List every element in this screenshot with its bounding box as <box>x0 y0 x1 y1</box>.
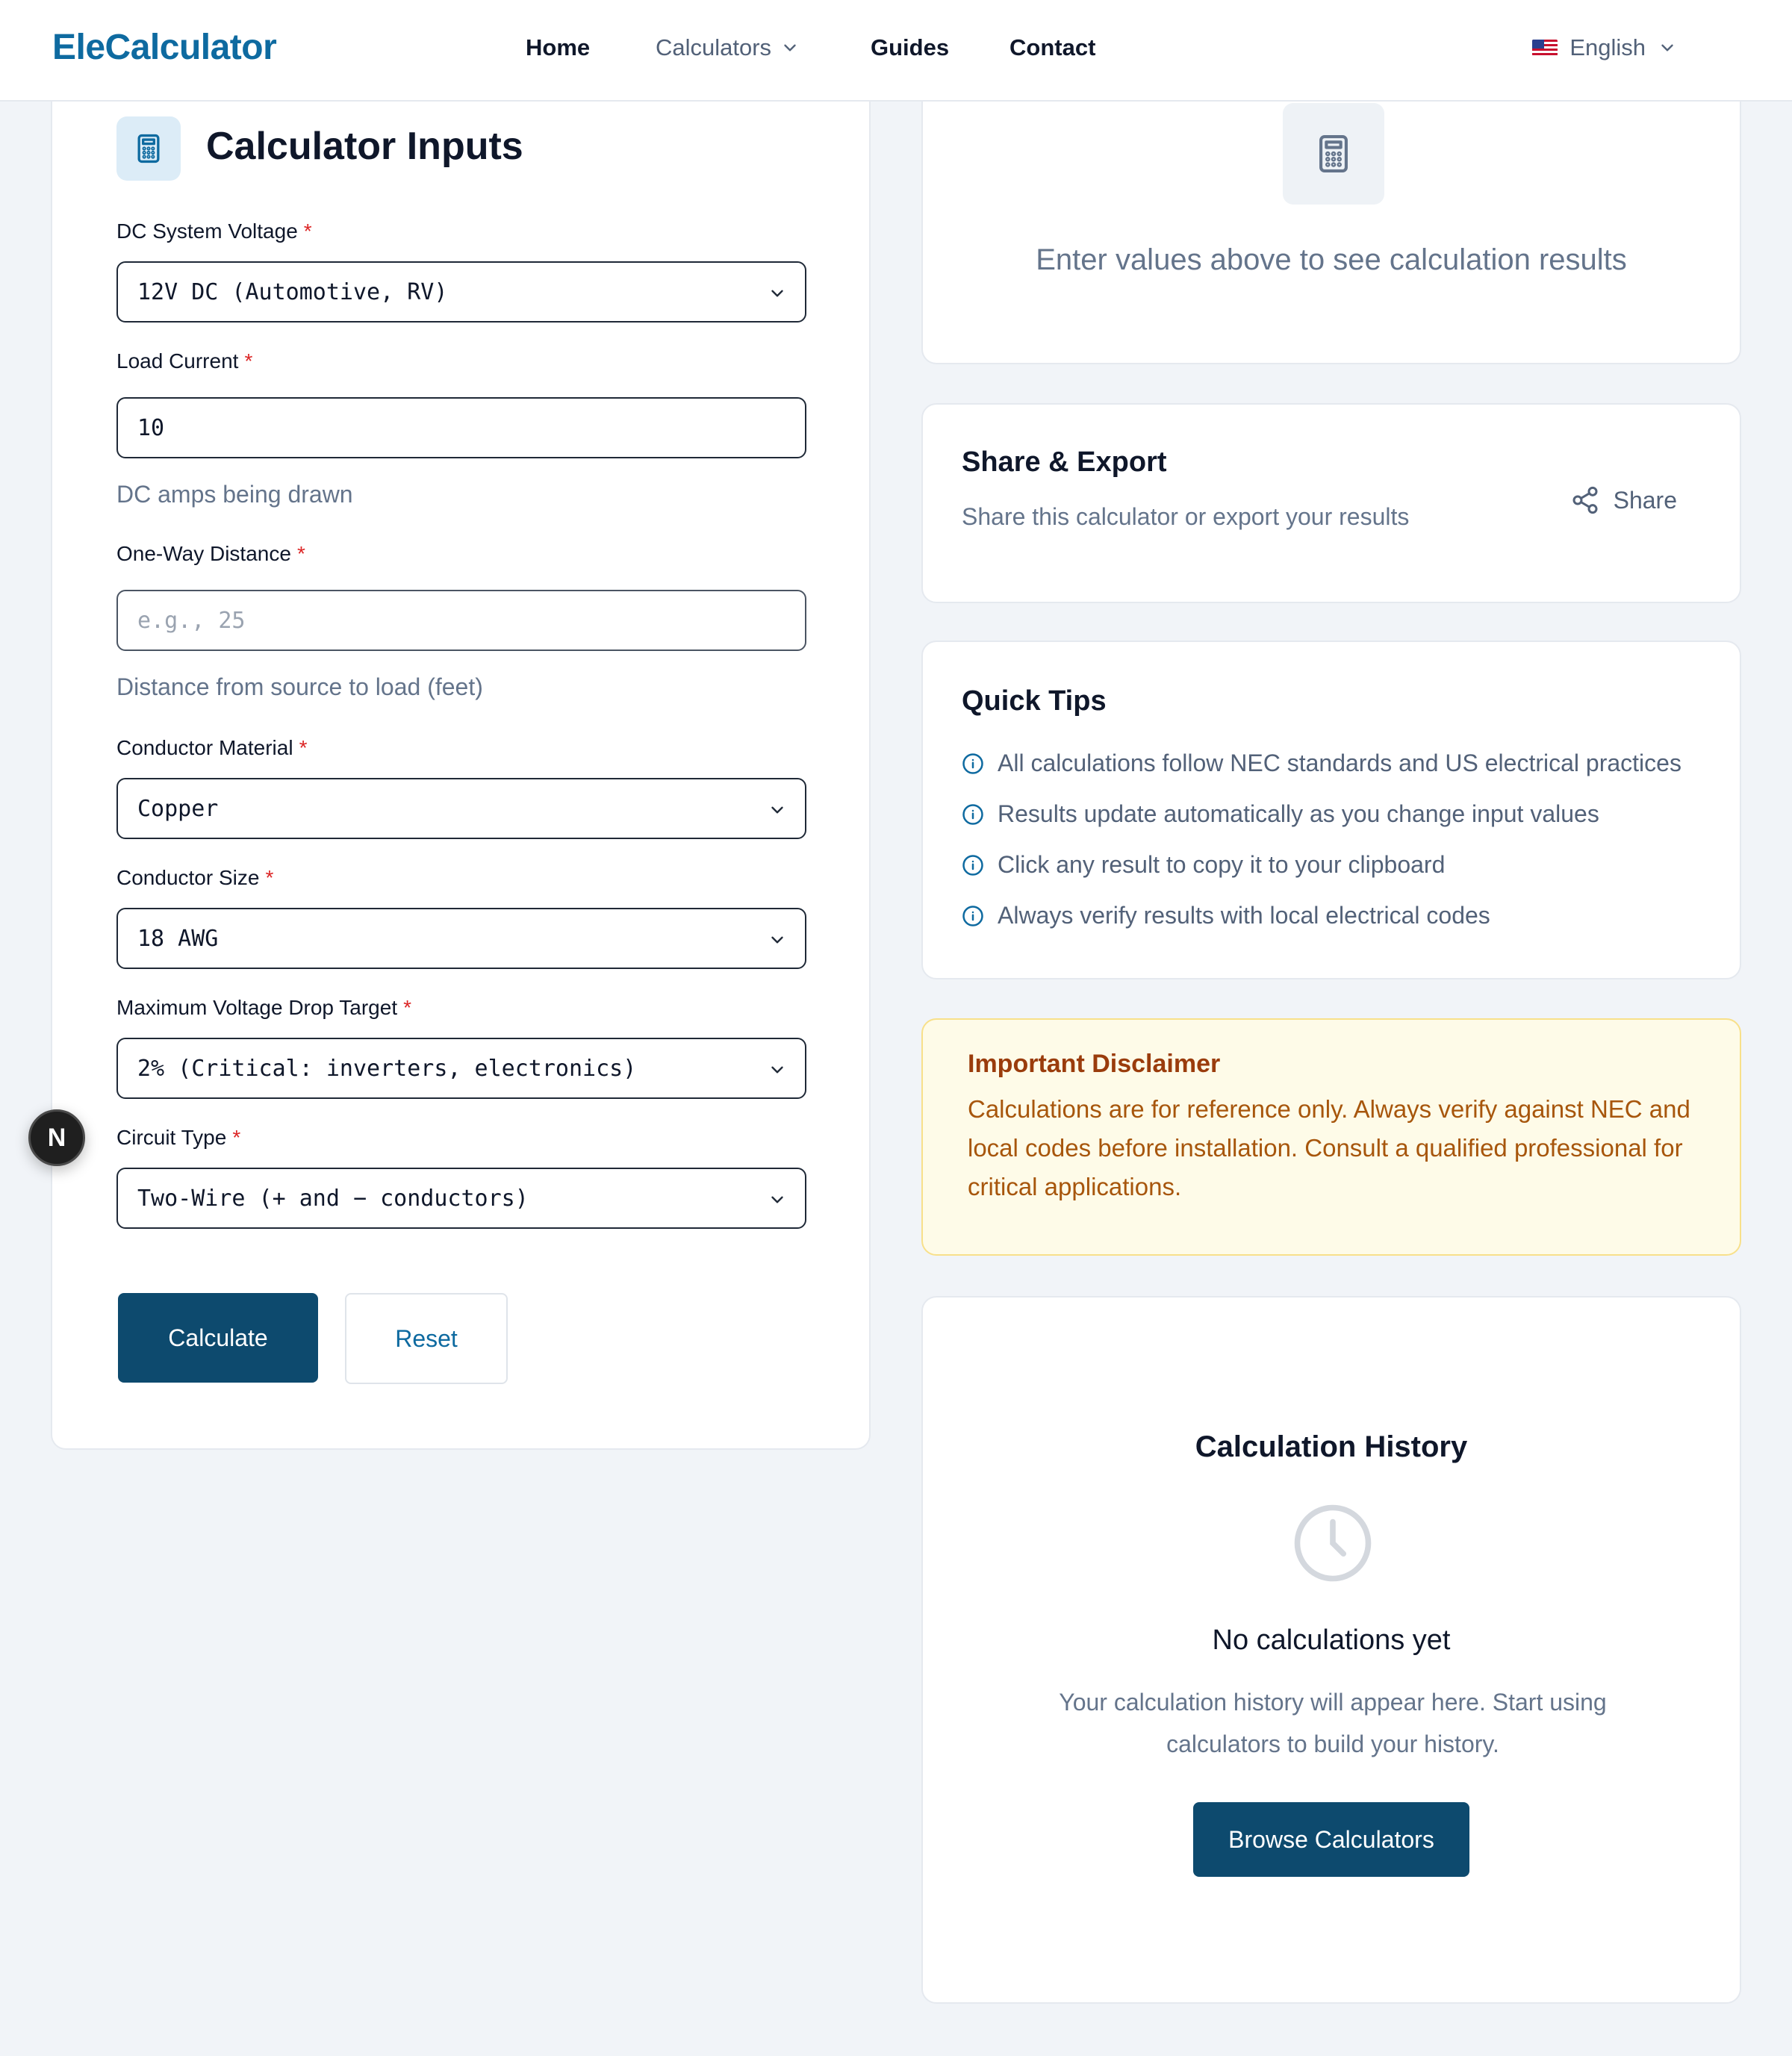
calculator-inputs-card <box>51 75 871 1450</box>
info-icon <box>962 854 984 876</box>
required-mark: * <box>244 349 253 373</box>
circuit-type-label: Circuit Type * <box>116 1126 241 1149</box>
circuit-type-value: Two-Wire (+ and − conductors) <box>137 1185 529 1212</box>
inputs-title: Calculator Inputs <box>206 125 523 168</box>
history-empty-desc: Your calculation history will appear here. Start using calculators to build your history. <box>1059 1689 1607 1757</box>
info-icon <box>962 753 984 775</box>
drop-target-value: 2% (Critical: inverters, electronics) <box>137 1055 637 1082</box>
size-value: 18 AWG <box>137 925 219 952</box>
required-mark: * <box>299 736 308 759</box>
material-label: Conductor Material * <box>116 736 308 759</box>
drop-target-label: Maximum Voltage Drop Target * <box>116 996 412 1019</box>
required-mark: * <box>303 219 312 243</box>
drop-target-select[interactable] <box>116 1038 806 1099</box>
tips-title: Quick Tips <box>962 685 1107 717</box>
quick-tips-card <box>921 641 1741 979</box>
share-export-card <box>921 403 1741 603</box>
info-icon <box>962 905 984 927</box>
results-card <box>921 75 1741 364</box>
nav-calculators[interactable] <box>656 34 800 61</box>
load-current-value: 10 <box>137 414 165 441</box>
required-mark: * <box>232 1126 241 1149</box>
browse-calculators-button[interactable]: Browse Calculators <box>1193 1802 1469 1877</box>
history-title: Calculation History <box>1195 1430 1468 1463</box>
clock-icon <box>1290 1501 1375 1586</box>
top-navbar <box>0 0 1792 102</box>
share-button-label: Share <box>1613 486 1677 514</box>
load-current-label: Load Current * <box>116 349 253 373</box>
calculation-history-card <box>921 1296 1741 2004</box>
site-logo[interactable]: EleCalculator <box>52 28 277 67</box>
circuit-type-select[interactable] <box>116 1168 806 1229</box>
required-mark: * <box>265 866 274 889</box>
material-select[interactable] <box>116 778 806 839</box>
material-value: Copper <box>137 795 219 822</box>
results-placeholder: Enter values above to see calculation results <box>1036 243 1627 276</box>
share-button[interactable] <box>1570 485 1677 515</box>
nav-calculators-label: Calculators <box>656 34 772 60</box>
dc-voltage-value: 12V DC (Automotive, RV) <box>137 278 448 305</box>
chevron-down-icon <box>768 800 787 820</box>
nav-home-label: Home <box>526 34 591 60</box>
chevron-down-icon <box>768 1060 787 1080</box>
language-selector[interactable] <box>1532 34 1677 61</box>
dc-voltage-label: DC System Voltage * <box>116 219 312 243</box>
size-select[interactable] <box>116 908 806 969</box>
share-icon <box>1570 485 1600 515</box>
nav-guides-label: Guides <box>871 34 950 60</box>
size-label: Conductor Size * <box>116 866 274 889</box>
tip-item: Results update automatically as you change input values <box>962 800 1599 828</box>
chevron-down-icon <box>1658 38 1677 57</box>
disclaimer-title: Important Disclaimer <box>968 1050 1221 1078</box>
chevron-down-icon <box>780 38 800 57</box>
disclaimer-body: Calculations are for reference only. Always verify against NEC and local codes before installation. Consult a qualified professional for critical applications. <box>968 1095 1690 1200</box>
nav-guides[interactable] <box>871 34 949 61</box>
nav-contact-label: Contact <box>1009 34 1096 60</box>
nav-contact[interactable] <box>1009 34 1095 61</box>
us-flag-icon <box>1532 40 1558 56</box>
history-empty-title: No calculations yet <box>1212 1624 1451 1656</box>
required-mark: * <box>403 996 412 1019</box>
dc-voltage-select[interactable] <box>116 261 806 323</box>
nav-home[interactable] <box>526 34 590 61</box>
distance-label: One-Way Distance * <box>116 542 305 565</box>
calculator-icon <box>1283 103 1384 205</box>
load-current-input[interactable] <box>116 397 806 458</box>
load-current-help: DC amps being drawn <box>116 481 353 508</box>
distance-help: Distance from source to load (feet) <box>116 673 483 700</box>
calculate-button[interactable]: Calculate <box>118 1293 318 1383</box>
reset-button[interactable]: Reset <box>345 1293 508 1384</box>
info-icon <box>962 803 984 826</box>
tip-item: All calculations follow NEC standards and US electrical practices <box>962 750 1681 777</box>
tip-item: Always verify results with local electrical codes <box>962 902 1490 929</box>
distance-input[interactable] <box>116 590 806 651</box>
required-mark: * <box>296 542 305 565</box>
share-title: Share & Export <box>962 446 1167 478</box>
tip-item: Click any result to copy it to your clipboard <box>962 851 1445 879</box>
dev-tools-badge[interactable]: N <box>28 1109 85 1166</box>
distance-placeholder: e.g., 25 <box>137 607 246 634</box>
calculator-icon <box>116 116 181 181</box>
share-subtitle: Share this calculator or export your results <box>962 503 1410 530</box>
chevron-down-icon <box>768 284 787 303</box>
chevron-down-icon <box>768 1190 787 1209</box>
chevron-down-icon <box>768 930 787 950</box>
disclaimer-box <box>921 1018 1741 1256</box>
language-label: English <box>1569 34 1646 60</box>
